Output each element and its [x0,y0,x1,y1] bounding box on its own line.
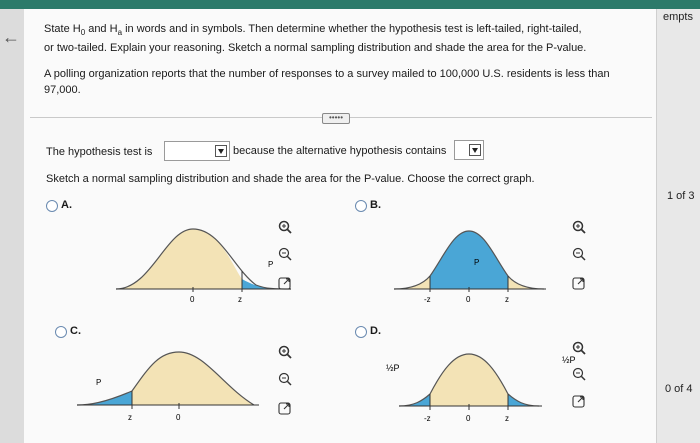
tick-label: 0 [190,295,195,304]
question-prompt [44,22,644,56]
curve-area [116,229,242,289]
area-label: P [268,260,274,269]
tick-label: 0 [466,295,471,304]
zoom-out-icon[interactable] [572,247,586,261]
expand-icon[interactable] [278,276,292,290]
points-counter: 0 of 4 [665,383,693,395]
zoom-out-icon[interactable] [278,247,292,261]
option-b-label: B. [370,199,381,211]
hypothesis-middle: because the alternative hypothesis contains [233,145,447,157]
sketch-instruction: Sketch a normal sampling distribution and shade the area for the P-value. Choose the correct graph. [46,173,535,185]
expand-icon[interactable] [572,276,586,290]
dropdown-arrow-icon[interactable] [469,144,481,156]
option-a-graph [116,219,296,304]
option-c-radio[interactable] [55,326,67,338]
header-bar [0,0,700,9]
scenario-line: 97,000. [44,83,81,96]
shaded-region [430,231,508,289]
zoom-in-icon[interactable] [572,220,586,234]
option-c-label: C. [70,325,81,337]
prompt-text: and H [85,23,118,35]
tick-label: -z [424,295,431,304]
tick-label: 0 [176,413,181,422]
tick-label: z [128,413,132,422]
tick-label: z [505,295,509,304]
tick-label: 0 [466,414,471,423]
expand-icon[interactable] [572,394,586,408]
prompt-text: State H [44,23,81,35]
area-label: P [474,258,480,267]
prompt-text: or two-tailed. Explain your reasoning. Sketch a normal sampling distribution and shade the area for the P-value. [44,41,587,54]
dropdown-arrow-icon[interactable] [215,145,227,157]
symbol-dropdown[interactable] [454,140,484,160]
option-c-graph [74,347,274,432]
hypothesis-prefix: The hypothesis test is [46,146,153,158]
attempts-label: empts [663,11,693,23]
zoom-out-icon[interactable] [278,372,292,386]
tick-label: -z [424,414,431,423]
curve-area [430,354,508,406]
area-label: P [96,378,102,387]
option-d-graph [374,349,574,434]
zoom-out-icon[interactable] [572,367,586,381]
option-a-label: A. [61,199,72,211]
prompt-text: in words and in symbols. Then determine whether the hypothesis test is left-tailed, right-tailed, [122,23,582,35]
scenario-text [44,67,644,98]
back-arrow-icon[interactable]: ← [2,27,20,47]
expand-more-button[interactable]: ••••• [322,113,350,124]
zoom-in-icon[interactable] [278,220,292,234]
zoom-in-icon[interactable] [278,345,292,359]
test-type-dropdown[interactable] [164,141,230,161]
option-a-radio[interactable] [46,200,58,212]
prompt-subscript: 0 [80,28,86,38]
option-b-graph [394,221,574,306]
shaded-region [77,391,132,405]
option-d-radio[interactable] [355,326,367,338]
tick-label: z [238,295,242,304]
area-label: ½P [386,363,400,373]
scenario-line: A polling organization reports that the number of responses to a survey mailed to 100,000 U.S. residents is less than [44,68,610,80]
area-label: ½P [562,355,576,365]
right-sidebar [657,9,700,443]
zoom-in-icon[interactable] [572,341,586,355]
expand-icon[interactable] [278,401,292,415]
option-d-label: D. [370,325,381,337]
tick-label: z [505,414,509,423]
option-b-radio[interactable] [355,200,367,212]
curve-area [132,352,254,405]
prompt-subscript: a [117,28,123,38]
part-counter: 1 of 3 [667,190,695,202]
question-panel [24,9,657,443]
